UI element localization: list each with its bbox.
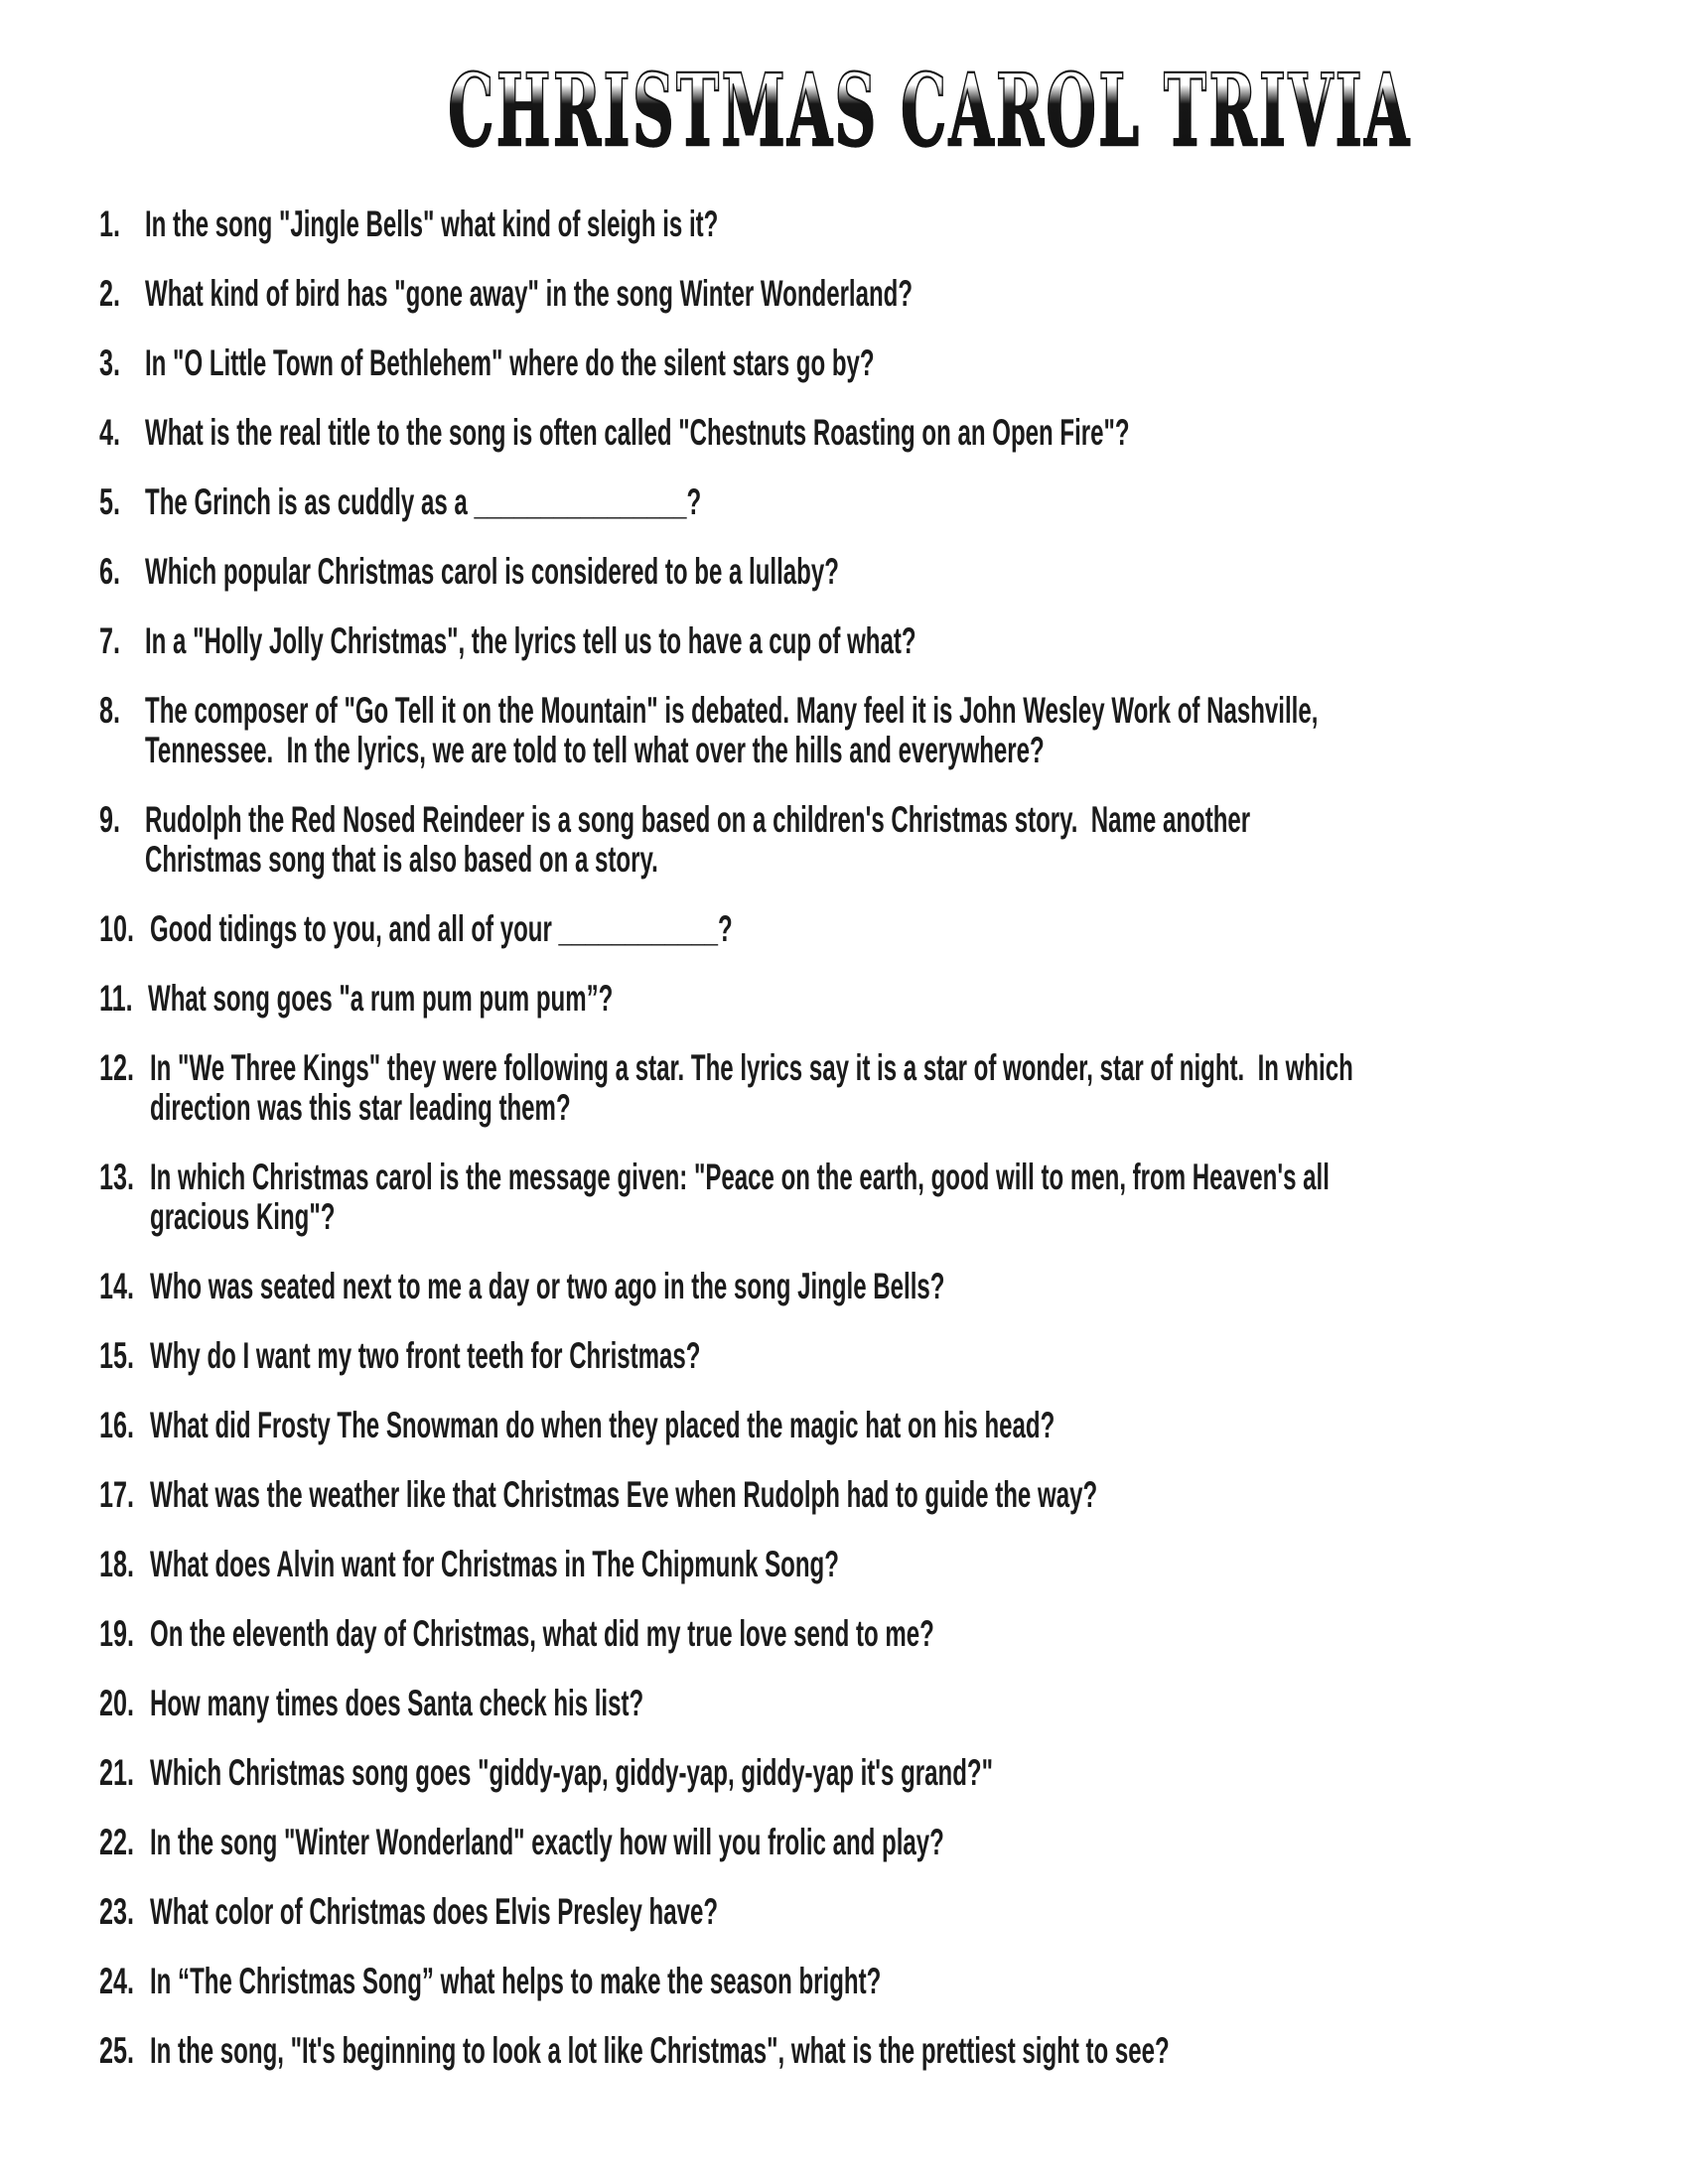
- question-number: 9.: [99, 799, 120, 840]
- question-text-line: Which popular Christmas carol is considered to be a lullaby?: [145, 551, 839, 592]
- question-text: [148, 979, 1539, 1019]
- question-text-line: In “The Christmas Song” what helps to make the season bright?: [150, 1961, 882, 2001]
- question-text: [150, 1962, 1539, 2001]
- question-text-line: What was the weather like that Christmas Eve when Rudolph had to guide the way?: [150, 1474, 1098, 1515]
- question-item: [99, 1475, 1539, 1515]
- question-item: [99, 691, 1539, 770]
- question-item: [99, 621, 1539, 661]
- question-number: 8.: [99, 690, 120, 731]
- question-number: 7.: [99, 620, 120, 661]
- question-item: [99, 482, 1539, 522]
- question-text: [150, 1406, 1539, 1445]
- question-number: 10.: [99, 908, 134, 949]
- question-item: [99, 979, 1539, 1019]
- question-text: [150, 1267, 1539, 1306]
- question-text-line: In "We Three Kings" they were following a star. The lyrics say it is a star of wonder, star of night. In which: [150, 1047, 1354, 1088]
- question-text-line: What song goes "a rum pum pum pum”?: [148, 978, 614, 1019]
- question-text: [150, 1892, 1539, 1932]
- question-text: [150, 1614, 1539, 1654]
- question-text-line: Tennessee. In the lyrics, we are told to tell what over the hills and everywhere?: [145, 730, 1045, 770]
- question-text-line: In "O Little Town of Bethlehem" where do the silent stars go by?: [145, 342, 875, 383]
- question-text-line: Why do I want my two front teeth for Christmas?: [150, 1335, 701, 1376]
- question-number: 25.: [99, 2030, 134, 2071]
- question-item: [99, 2031, 1539, 2071]
- question-text-line: gracious King"?: [150, 1196, 336, 1237]
- question-text: [150, 909, 1539, 949]
- question-text: [145, 205, 1539, 244]
- question-item: [99, 1336, 1539, 1376]
- question-text: [145, 274, 1539, 314]
- question-number: 5.: [99, 481, 120, 522]
- question-item: [99, 1892, 1539, 1932]
- question-number: 22.: [99, 1822, 134, 1862]
- question-item: [99, 1962, 1539, 2001]
- question-item: [99, 205, 1539, 244]
- question-text-line: What color of Christmas does Elvis Presley have?: [150, 1891, 719, 1932]
- question-item: [99, 413, 1539, 453]
- question-number: 18.: [99, 1544, 134, 1584]
- question-text-line: In the song, "It's beginning to look a lot like Christmas", what is the prettiest sight to see?: [150, 2030, 1171, 2071]
- question-text-line: How many times does Santa check his list?: [150, 1683, 644, 1723]
- question-number: 12.: [99, 1047, 134, 1088]
- question-item: [99, 1684, 1539, 1723]
- question-item: [99, 1406, 1539, 1445]
- question-text: [150, 1823, 1539, 1862]
- question-text: [150, 1475, 1539, 1515]
- question-text-line: What did Frosty The Snowman do when they placed the magic hat on his head?: [150, 1405, 1055, 1445]
- question-item: [99, 1614, 1539, 1654]
- question-text: [150, 1545, 1539, 1584]
- question-number: 3.: [99, 342, 120, 383]
- question-text-line: direction was this star leading them?: [150, 1087, 572, 1128]
- question-item: [99, 1753, 1539, 1793]
- question-text: [145, 343, 1539, 383]
- question-number: 20.: [99, 1683, 134, 1723]
- question-text-line: The composer of "Go Tell it on the Mountain" is debated. Many feel it is John Wesley Work of Nashville,: [145, 690, 1319, 731]
- question-item: [99, 343, 1539, 383]
- question-text: [150, 1048, 1539, 1128]
- question-text-line: What is the real title to the song is often called "Chestnuts Roasting on an Open Fire"?: [145, 412, 1130, 453]
- question-item: [99, 274, 1539, 314]
- question-number: 17.: [99, 1474, 134, 1515]
- question-item: [99, 1823, 1539, 1862]
- question-text-line: What kind of bird has "gone away" in the song Winter Wonderland?: [145, 273, 914, 314]
- question-number: 16.: [99, 1405, 134, 1445]
- question-text: [145, 800, 1539, 880]
- question-text: [145, 691, 1539, 770]
- question-text: [145, 621, 1539, 661]
- question-item: [99, 1267, 1539, 1306]
- question-text-line: Good tidings to you, and all of your ____________?: [150, 908, 734, 949]
- question-number: 19.: [99, 1613, 134, 1654]
- question-text-line: What does Alvin want for Christmas in The Chipmunk Song?: [150, 1544, 840, 1584]
- question-item: [99, 909, 1539, 949]
- question-text: [145, 552, 1539, 592]
- question-text-line: In which Christmas carol is the message given: "Peace on the earth, good will to men, from Heaven's all: [150, 1157, 1331, 1197]
- question-item: [99, 1048, 1539, 1128]
- question-text: [150, 1336, 1539, 1376]
- question-text-line: Who was seated next to me a day or two ago in the song Jingle Bells?: [150, 1266, 945, 1306]
- question-text: [150, 2031, 1539, 2071]
- question-text-line: In the song "Jingle Bells" what kind of sleigh is it?: [145, 204, 719, 244]
- question-number: 11.: [99, 978, 133, 1019]
- question-text: [150, 1753, 1539, 1793]
- question-number: 14.: [99, 1266, 134, 1306]
- question-number: 21.: [99, 1752, 134, 1793]
- question-number: 23.: [99, 1891, 134, 1932]
- page-title: [99, 52, 1589, 169]
- question-text: [150, 1684, 1539, 1723]
- question-text: [145, 413, 1539, 453]
- question-item: [99, 552, 1539, 592]
- question-text-line: In the song "Winter Wonderland" exactly how will you frolic and play?: [150, 1822, 945, 1862]
- question-number: 1.: [99, 204, 120, 244]
- question-text: [150, 1158, 1539, 1237]
- question-item: [99, 800, 1539, 880]
- question-list: [99, 205, 1539, 2071]
- question-number: 4.: [99, 412, 120, 453]
- question-text-line: In a "Holly Jolly Christmas", the lyrics tell us to have a cup of what?: [145, 620, 916, 661]
- question-text-line: Rudolph the Red Nosed Reindeer is a song based on a children's Christmas story. Name another: [145, 799, 1251, 840]
- question-text: [145, 482, 1539, 522]
- question-number: 24.: [99, 1961, 134, 2001]
- page-title-text: CHRISTMAS CAROL TRIVIA: [448, 52, 1412, 169]
- question-text-line: Which Christmas song goes "giddy-yap, giddy-yap, giddy-yap it's grand?": [150, 1752, 994, 1793]
- question-number: 2.: [99, 273, 120, 314]
- question-text-line: The Grinch is as cuddly as a ________________?: [145, 481, 702, 522]
- question-item: [99, 1158, 1539, 1237]
- question-number: 15.: [99, 1335, 134, 1376]
- question-number: 13.: [99, 1157, 134, 1197]
- question-item: [99, 1545, 1539, 1584]
- question-text-line: On the eleventh day of Christmas, what did my true love send to me?: [150, 1613, 935, 1654]
- question-text-line: Christmas song that is also based on a story.: [145, 839, 658, 880]
- question-number: 6.: [99, 551, 120, 592]
